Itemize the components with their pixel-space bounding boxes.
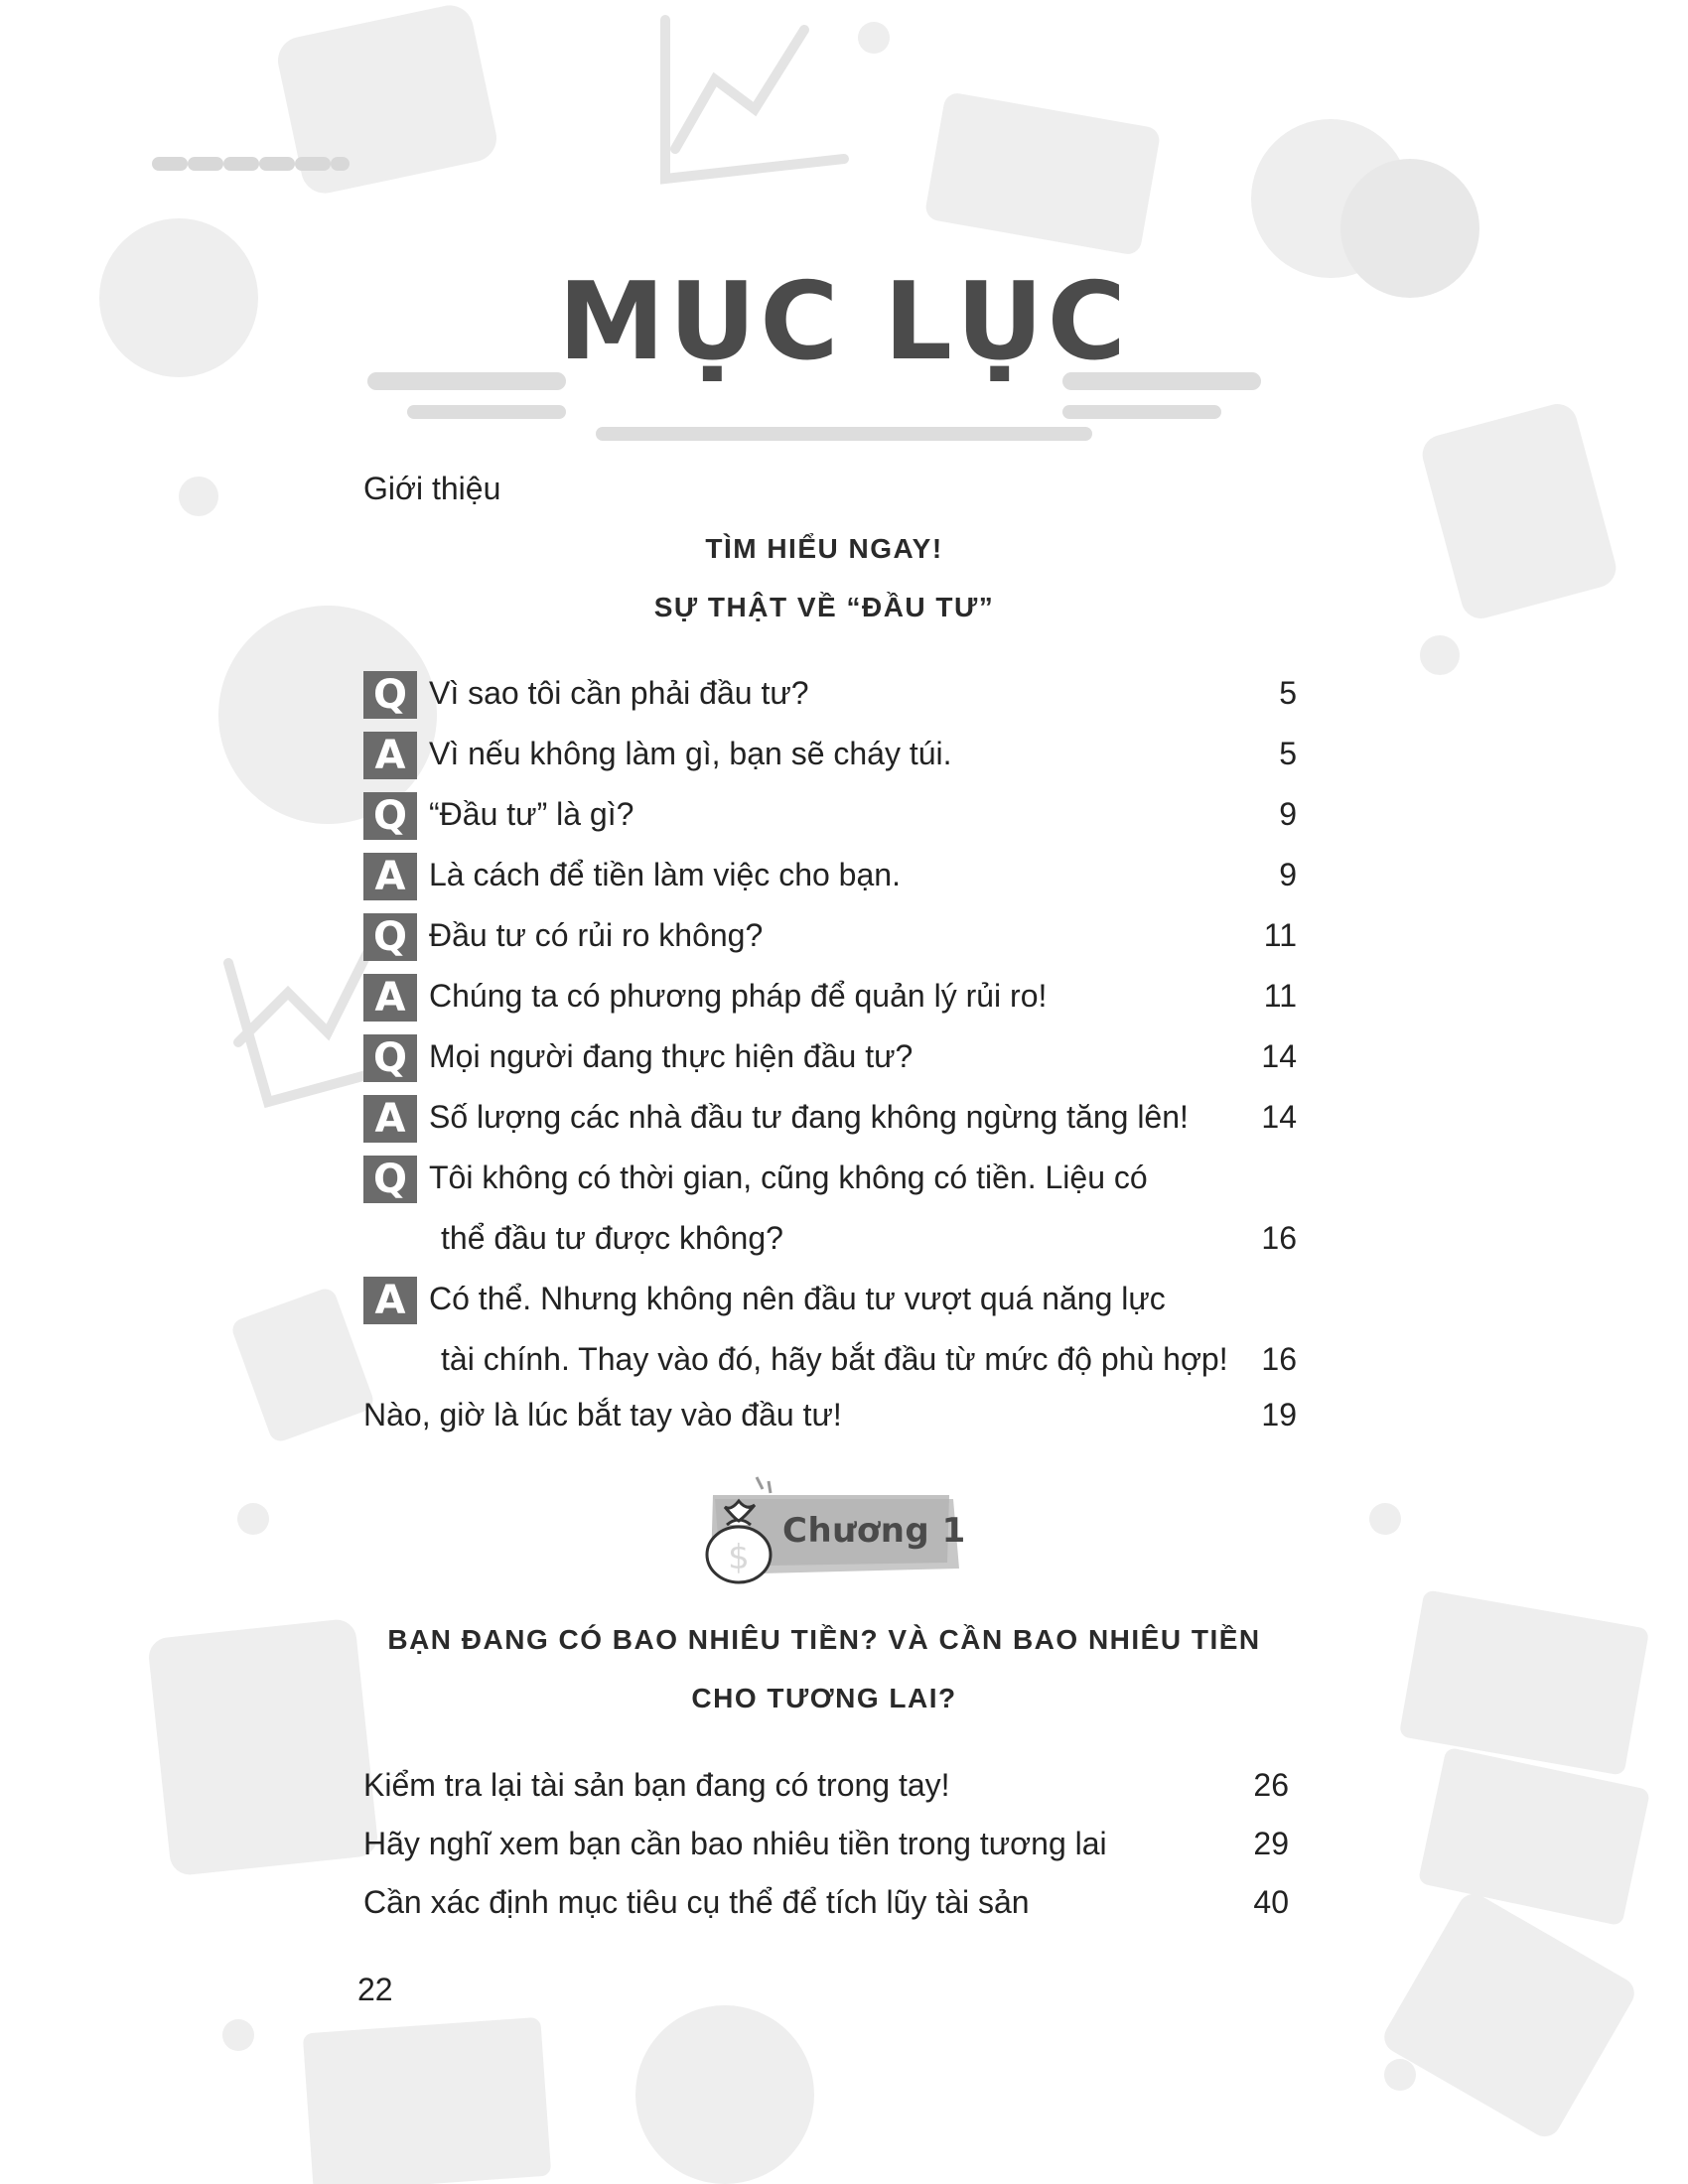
chapter-label: Chương 1 (782, 1511, 966, 1551)
toc-row-page: 11 (1263, 978, 1297, 1014)
toc-row (363, 1337, 1297, 1387)
answer-badge: A (363, 974, 417, 1022)
toc-intro: Giới thiệu (363, 471, 501, 506)
toc-row-text: Kiểm tra lại tài sản bạn đang có trong tay! (363, 1767, 950, 1803)
toc-row (363, 853, 1297, 902)
toc-row (363, 974, 1297, 1024)
section-heading: BẠN ĐANG CÓ BAO NHIÊU TIỀN? VÀ CẦN BAO NHIÊU TIỀN (387, 1624, 1261, 1655)
toc-row-page: 9 (1279, 796, 1297, 832)
section-subheading: SỰ THẬT VỀ “ĐẦU TƯ” (653, 592, 995, 622)
toc-row (363, 1095, 1297, 1145)
toc-row-page: 5 (1279, 675, 1297, 711)
toc-row-page: 16 (1261, 1220, 1297, 1256)
question-badge: Q (363, 1034, 417, 1082)
toc-row-page: 26 (1253, 1767, 1289, 1803)
toc-row-page: 14 (1261, 1099, 1297, 1135)
section-subheading: CHO TƯƠNG LAI? (691, 1683, 957, 1713)
toc-row-text: Đầu tư có rủi ro không? (429, 917, 764, 953)
answer-badge: A (363, 1095, 417, 1143)
toc-row (363, 732, 1297, 781)
toc-row-text: Có thể. Nhưng không nên đầu tư vượt quá năng lực (429, 1281, 1166, 1316)
toc-row (363, 1822, 1289, 1871)
toc-row-text: Số lượng các nhà đầu tư đang không ngừng tăng lên! (429, 1099, 1189, 1135)
toc-row (363, 1277, 1297, 1326)
svg-text:$: $ (728, 1538, 750, 1577)
toc-row-text: Hãy nghĩ xem bạn cần bao nhiêu tiền trong tương lai (363, 1826, 1107, 1861)
toc-row (363, 1880, 1289, 1930)
toc-row-text: Là cách để tiền làm việc cho bạn. (429, 857, 901, 892)
toc-row (363, 1216, 1297, 1266)
toc-row-page: 5 (1279, 736, 1297, 771)
toc-row-text: Nào, giờ là lúc bắt tay vào đầu tư! (363, 1397, 842, 1433)
toc-row (363, 1393, 1297, 1442)
question-badge: Q (363, 913, 417, 961)
question-badge: Q (363, 671, 417, 719)
toc-row-page: 16 (1261, 1341, 1297, 1377)
answer-badge: A (363, 1277, 417, 1324)
toc-row-text: Mọi người đang thực hiện đầu tư? (429, 1038, 914, 1074)
answer-badge: A (363, 732, 417, 779)
toc-row-text: Cần xác định mục tiêu cụ thể để tích lũy tài sản (363, 1884, 1030, 1920)
toc-row (363, 1156, 1297, 1205)
toc-row-text: Chúng ta có phương pháp để quản lý rủi ro! (429, 978, 1048, 1014)
toc-row-text: tài chính. Thay vào đó, hãy bắt đầu từ mức độ phù hợp! (441, 1341, 1228, 1377)
answer-badge: A (363, 853, 417, 900)
toc-row-text: thể đầu tư được không? (441, 1220, 783, 1256)
page-title: MỤC LỤC (558, 260, 1130, 384)
toc-row-page: 14 (1261, 1038, 1297, 1074)
section-heading: TÌM HIỂU NGAY! (705, 533, 943, 564)
toc-row-text: Vì sao tôi cần phải đầu tư? (429, 675, 809, 711)
question-badge: Q (363, 792, 417, 840)
toc-row-page: 11 (1263, 917, 1297, 953)
toc-row-page: 19 (1261, 1397, 1297, 1433)
toc-row-page: 29 (1253, 1826, 1289, 1861)
toc-row (363, 792, 1297, 842)
toc-row-page: 9 (1279, 857, 1297, 892)
toc-row-text: Tôi không có thời gian, cũng không có tiền. Liệu có (429, 1160, 1148, 1195)
toc-row-text: “Đầu tư” là gì? (429, 796, 634, 832)
toc-row-page: 40 (1253, 1884, 1289, 1920)
toc-row (363, 913, 1297, 963)
toc-row (363, 1763, 1289, 1813)
toc-row (363, 671, 1297, 721)
toc-row-text: Vì nếu không làm gì, bạn sẽ cháy túi. (429, 736, 952, 771)
toc-row (363, 1034, 1297, 1084)
question-badge: Q (363, 1156, 417, 1203)
page-number: 22 (357, 1972, 393, 2007)
